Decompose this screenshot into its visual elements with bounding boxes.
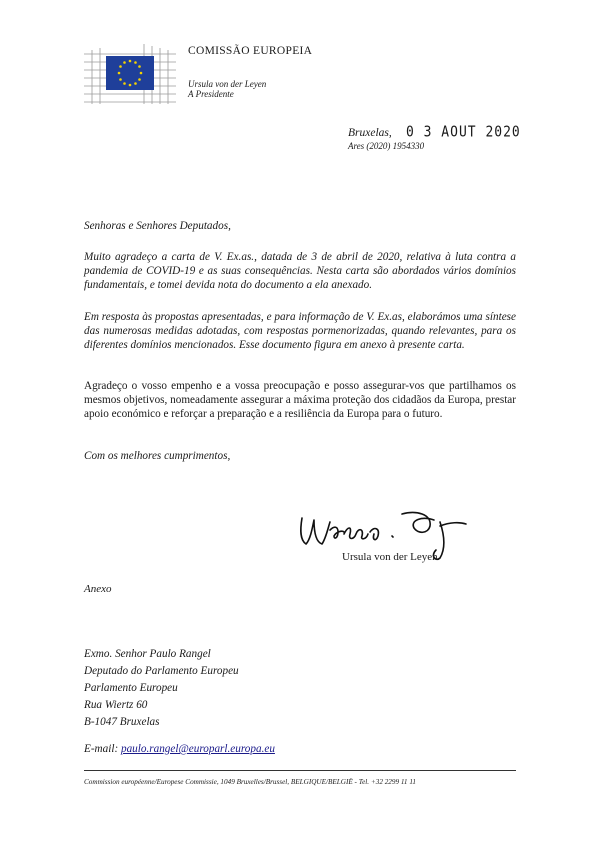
paragraph-2: Em resposta às propostas apresentadas, e para informação de V. Ex.as, elaborámos uma síntese das numerosas medidas adotadas, com respostas pormenorizadas, quando relevantes, para os diferentes domínios mencionados. Esse documento figura em anexo à presente carta.: [84, 311, 516, 352]
recipient-line-1: Exmo. Senhor Paulo Rangel: [84, 648, 211, 660]
place: Bruxelas,: [348, 127, 392, 139]
paragraph-3: Agradeço o vosso empenho e a vossa preocupação e posso assegurar-vos que partilhamos os mesmos objetivos, nomeadamente assegurar a máxima proteção dos cidadãos da Europa, prestar apoio económico e reforçar a preparação e a resiliência da Europa para o futuro.: [84, 380, 516, 421]
annex-label: Anexo: [84, 583, 112, 595]
reference-number: Ares (2020) 1954330: [348, 141, 425, 151]
email-label: E-mail:: [84, 743, 119, 755]
organization-name: COMISSÃO EUROPEIA: [188, 45, 313, 57]
president-title: A Presidente: [188, 89, 234, 99]
european-commission-logo: [84, 40, 176, 106]
signer-name: Ursula von der Leyen: [342, 551, 438, 563]
date-stamp: 0 3 AOUT 2020: [406, 124, 521, 142]
email-link[interactable]: paulo.rangel@europarl.europa.eu: [120, 743, 275, 755]
footer-divider: [84, 770, 516, 771]
recipient-line-5: B-1047 Bruxelas: [84, 716, 160, 728]
president-name: Ursula von der Leyen: [188, 79, 267, 89]
footer-address: Commission européenne/Europese Commissie, 1049 Bruxelles/Brussel, BELGIQUE/BELGIË - Tel. +32 2299 11 11: [84, 778, 416, 786]
recipient-line-4: Rua Wiertz 60: [84, 699, 148, 711]
salutation: Senhoras e Senhores Deputados,: [84, 220, 231, 232]
closing: Com os melhores cumprimentos,: [84, 450, 231, 462]
recipient-line-3: Parlamento Europeu: [84, 682, 178, 694]
paragraph-1: Muito agradeço a carta de V. Ex.as., datada de 3 de abril de 2020, relativa à luta contra a pandemia de COVID-19 e as suas consequências. Nesta carta são abordados vários domínios fundamentais, e tomei devida nota do documento a ela anexado.: [84, 251, 516, 292]
recipient-line-2: Deputado do Parlamento Europeu: [84, 665, 239, 677]
email-row: [84, 743, 275, 755]
